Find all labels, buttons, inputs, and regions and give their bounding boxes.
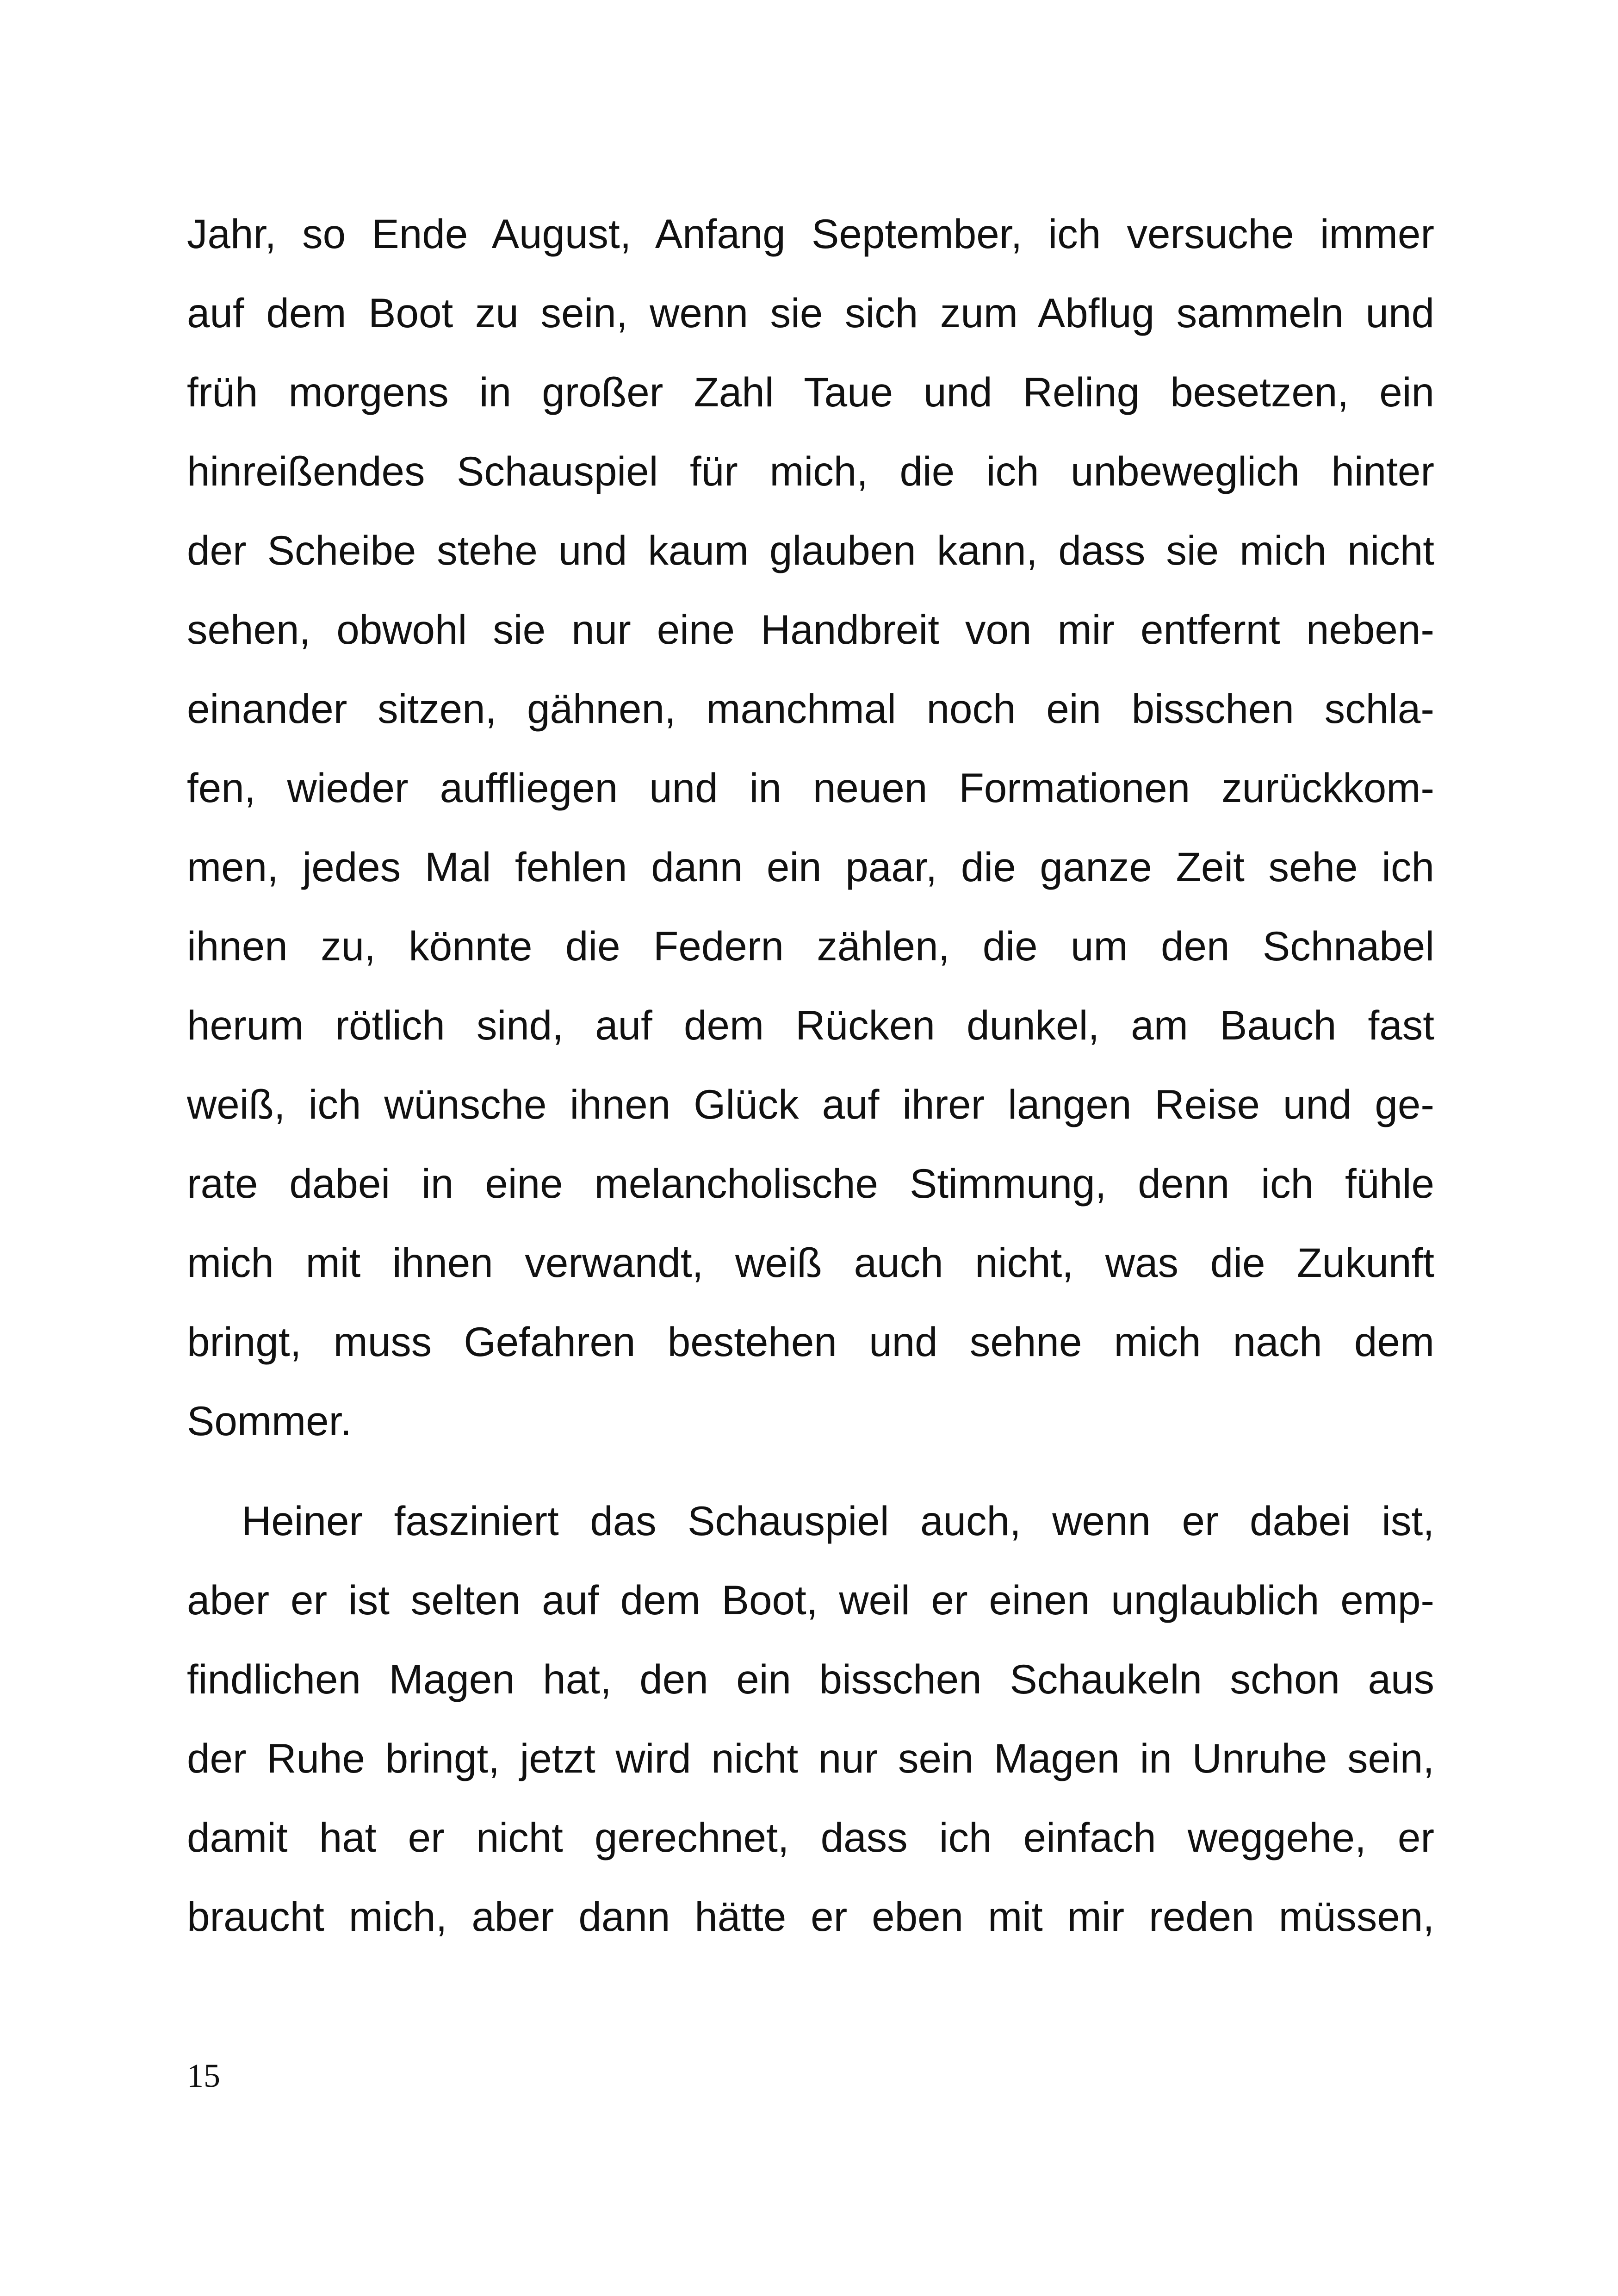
text-line: findlichen Magen hat, den ein bisschen Schaukeln schon aus	[187, 1656, 1434, 1702]
body-text	[187, 194, 1434, 1956]
text-line: herum rötlich sind, auf dem Rücken dunkel, am Bauch fast	[187, 1002, 1434, 1048]
text-line: braucht mich, aber dann hätte er eben mit mir reden müssen,	[187, 1893, 1434, 1940]
text-line: ihnen zu, könnte die Federn zählen, die um den Schnabel	[187, 923, 1434, 969]
text-line: hinreißendes Schauspiel für mich, die ich unbeweglich hinter	[187, 448, 1434, 494]
text-line: Jahr, so Ende August, Anfang September, ich versuche immer	[187, 211, 1434, 257]
text-line: mich mit ihnen verwandt, weiß auch nicht, was die Zukunft	[187, 1239, 1434, 1286]
text-line: damit hat er nicht gerechnet, dass ich einfach weggehe, er	[187, 1814, 1434, 1860]
paragraph-gap	[187, 1461, 1434, 1481]
text-line: einander sitzen, gähnen, manchmal noch ein bisschen schla-	[187, 685, 1434, 732]
paragraph-2	[187, 1481, 1434, 1956]
text-line: fen, wieder auffliegen und in neuen Formationen zurückkom-	[187, 765, 1434, 811]
text-line: auf dem Boot zu sein, wenn sie sich zum Abflug sammeln und	[187, 290, 1434, 336]
text-line: men, jedes Mal fehlen dann ein paar, die ganze Zeit sehe ich	[187, 844, 1434, 890]
text-line: der Ruhe bringt, jetzt wird nicht nur sein Magen in Unruhe sein,	[187, 1735, 1434, 1781]
text-line: bringt, muss Gefahren bestehen und sehne mich nach dem	[187, 1319, 1434, 1365]
text-line: rate dabei in eine melancholische Stimmung, denn ich fühle	[187, 1160, 1434, 1207]
text-line: aber er ist selten auf dem Boot, weil er einen unglaublich emp-	[187, 1577, 1434, 1623]
paragraph-1	[187, 194, 1434, 1461]
page-number: 15	[187, 2057, 220, 2094]
text-line: der Scheibe stehe und kaum glauben kann, dass sie mich nicht	[187, 527, 1434, 573]
text-line: Sommer.	[187, 1398, 352, 1444]
text-line: sehen, obwohl sie nur eine Handbreit von mir entfernt neben-	[187, 606, 1434, 653]
text-line: weiß, ich wünsche ihnen Glück auf ihrer langen Reise und ge-	[187, 1081, 1434, 1127]
text-line: früh morgens in großer Zahl Taue und Reling besetzen, ein	[187, 369, 1434, 415]
text-line: Heiner fasziniert das Schauspiel auch, wenn er dabei ist,	[242, 1498, 1434, 1544]
